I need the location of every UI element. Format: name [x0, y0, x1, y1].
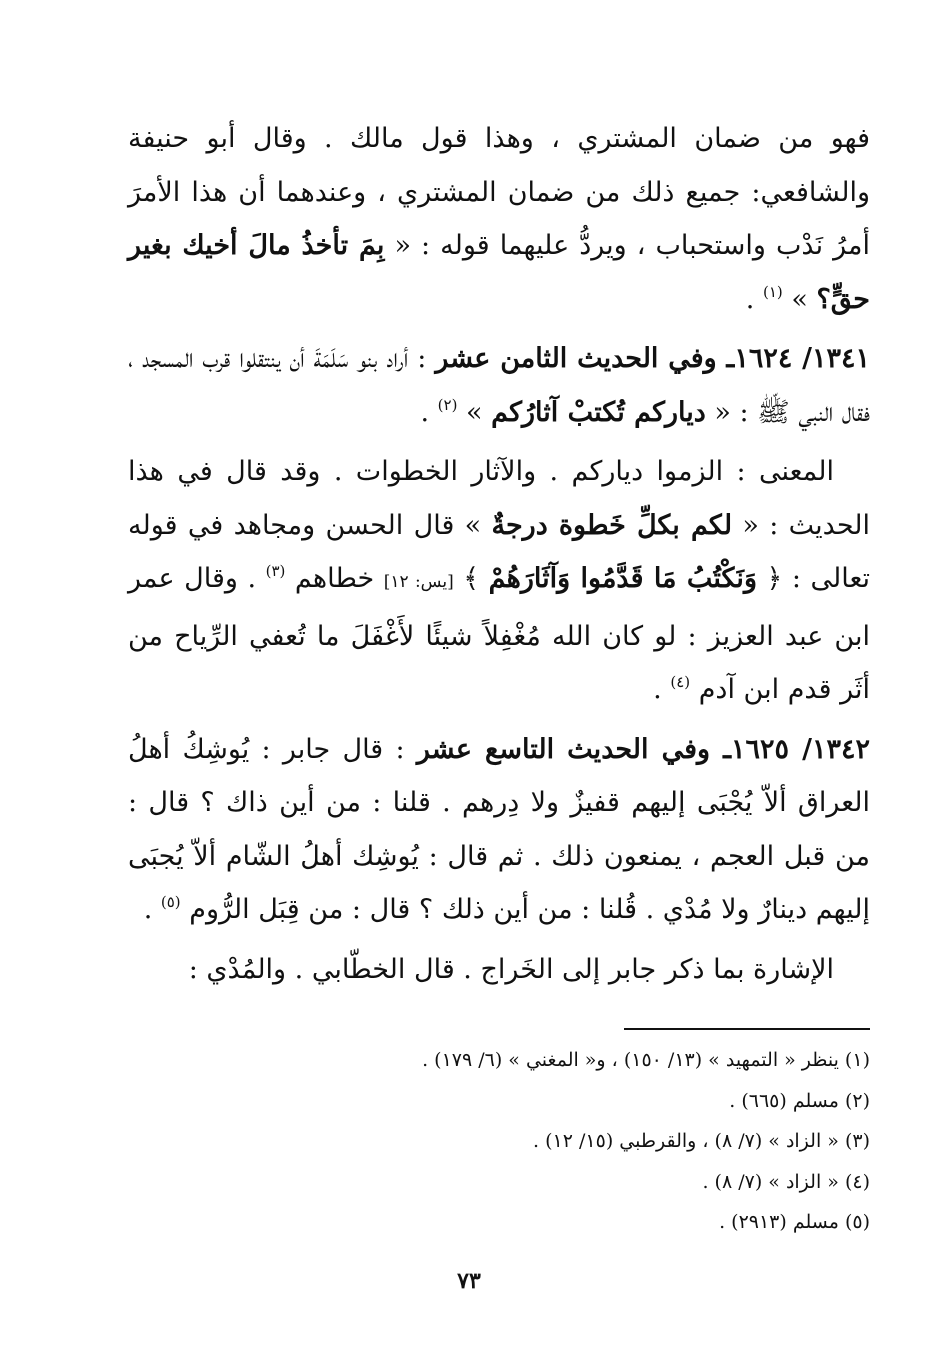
paragraph-end: .: [653, 674, 662, 705]
footnote-3: (٣) « الزاد » (٧/ ٨) ، والقرطبي (١٥/ ١٢) .: [533, 1130, 870, 1152]
paragraph-3: [128, 445, 870, 717]
main-text: [128, 112, 870, 996]
paragraph-1: [128, 112, 870, 326]
verse-bracket: ﴾: [463, 563, 480, 594]
paragraph-4: [128, 723, 870, 937]
paragraph-end: .: [143, 894, 153, 925]
hadith-number: ١٣٤٢/ ١٦٢٥ـ وفي الحديث التاسع عشر: [416, 733, 870, 765]
footnote-ref[interactable]: (٣): [265, 562, 286, 580]
paragraph-text: الإشارة بما ذكر جابر إلى الخَراج . قال الخطّابي . والمُدْي :: [188, 953, 834, 985]
paragraph-end: .: [420, 396, 430, 428]
paragraph-2: [128, 332, 870, 439]
paragraph-text: : قال جابر : يُوشِكُ أهلُ العراق ألاّ يُجْبَى إليهم قفيزٌ ولا دِرهم . قلنا : من أين ذاك ؟ قال : من قبل العجم ، يمنعون ذلك . ثم قال : يُوشِك أهلُ الشّام ألاّ يُجبَى إليهم دينارٌ ولا مُدْي . قُلنا : من أين ذلك ؟ قال : من قِبَل الرُّوم: [128, 733, 870, 925]
footnote-5: (٥) مسلم (٢٩١٣) .: [719, 1211, 870, 1233]
footnote-ref[interactable]: (١): [762, 282, 783, 301]
paragraph-text: » قال الحسن ومجاهد في قوله تعالى : ﴿: [128, 509, 870, 594]
quran-reference: [يس: ١٢]: [383, 572, 454, 592]
footnote-ref[interactable]: (٥): [160, 893, 181, 911]
footnote-1: (١) ينظر « التمهيد » (١٣/ ١٥٠) ، و« المغني » (٦/ ١٧٩) .: [422, 1049, 870, 1071]
footnote-4: (٤) « الزاد » (٧/ ٨) .: [702, 1170, 870, 1193]
paragraph-end: .: [745, 283, 755, 315]
hadith-quote: بِمَ تأخذُ مالَ أخيك بغير حقٍّ؟: [128, 230, 870, 315]
paragraph-text: : أراد بنو سَلَمَةَ أن ينتقلوا قرب المسجد ، فقال النبي ﷺ : «: [128, 343, 870, 428]
footnote-separator: [624, 1028, 870, 1030]
paragraph-text: المعنى : الزموا دياركم . والآثار الخطوات . وقد قال في هذا الحديث : «: [128, 456, 870, 541]
quote-close: »: [466, 396, 483, 428]
paragraph-text: خطاهم: [294, 563, 375, 594]
footnote-ref[interactable]: (٢): [437, 395, 458, 414]
hadith-quote: دياركم تُكتبْ آثارُكم: [491, 396, 706, 428]
paragraph-text: فهو من ضمان المشتري ، وهذا قول مالك . وقال أبو حنيفة والشافعي: جميع ذلك من ضمان المشتري ، وعندهما أن هذا الأمرَ أمرُ نَدْب واستحباب ، ويردُّ عليهما قوله : «: [128, 123, 870, 261]
hadith-quote: لكم بكلِّ خَطوة درجةٌ: [491, 509, 733, 541]
page-number: ٧٣: [457, 1268, 481, 1294]
footnote-2: (٢) مسلم (٦٦٥) .: [729, 1089, 870, 1112]
paragraph-5: [128, 943, 870, 997]
footnotes: [128, 1040, 870, 1243]
hadith-number: ١٣٤١/ ١٦٢٤ـ وفي الحديث الثامن عشر: [435, 343, 870, 374]
quran-verse: وَنَكْتُبُ مَا قَدَّمُوا وَآثَارَهُمْ: [488, 563, 757, 594]
quote-close: »: [791, 283, 808, 315]
footnote-ref[interactable]: (٤): [670, 673, 691, 691]
paragraph-text: . وقال عمر ابن عبد العزيز : لو كان الله مُغْفِلاً شيئًا لأَغْفَلَ ما تُعفي الرِّياح من أثَر قدم ابن آدم: [128, 563, 870, 705]
